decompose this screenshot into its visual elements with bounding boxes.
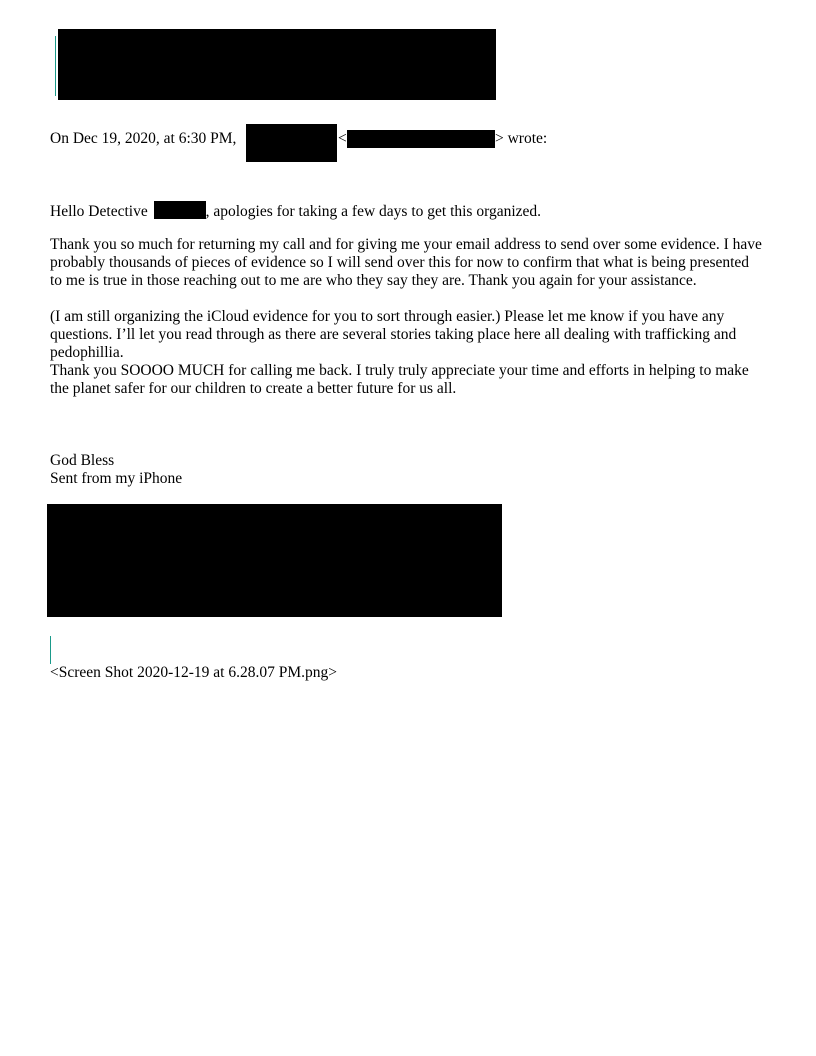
redacted-detective-name xyxy=(154,201,206,219)
reply-header-email xyxy=(338,130,347,148)
attachment-filename[interactable]: <Screen Shot 2020-12-19 at 6.28.07 PM.png> xyxy=(50,664,337,681)
redacted-header-block xyxy=(58,29,496,100)
reply-wrote-text: > wrote: xyxy=(495,130,548,147)
signature-line-1: God Bless xyxy=(50,452,115,469)
reply-header-line xyxy=(50,130,236,148)
reply-header-suffix xyxy=(495,130,547,148)
signature-line-2: Sent from my iPhone xyxy=(50,470,183,487)
greeting-suffix: , apologies for taking a few days to get this organized. xyxy=(205,203,542,220)
body-paragraph-2: (I am still organizing the iCloud evidence for you to sort through easier.) Please let me know if you have any questions. I’ll let you read through as there are several stories taking place here all dealing with trafficking and pedophillia. xyxy=(50,308,737,361)
quote-bar-attachment xyxy=(50,636,51,664)
redacted-footer-block xyxy=(47,504,502,617)
quote-bar-top xyxy=(55,36,56,96)
email-open-bracket: < xyxy=(338,130,347,147)
reply-header-prefix: On Dec 19, 2020, at 6:30 PM, xyxy=(50,130,237,147)
body-paragraph-3: Thank you SOOOO MUCH for calling me back. I truly truly appreciate your time and efforts in helping to make the planet safer for our children to create a better future for us all. xyxy=(50,362,749,397)
greeting-line xyxy=(50,201,541,221)
redacted-sender-name xyxy=(246,124,337,162)
greeting-prefix: Hello Detective xyxy=(50,203,148,220)
redacted-sender-email xyxy=(347,130,495,148)
body-paragraph-1: Thank you so much for returning my call and for giving me your email address to send over some evidence. I have probably thousands of pieces of evidence so I will send over this for now to confirm that what is being presented to me is true in those reaching out to me are who they say they are. Thank you again for your assistance. xyxy=(50,236,762,289)
